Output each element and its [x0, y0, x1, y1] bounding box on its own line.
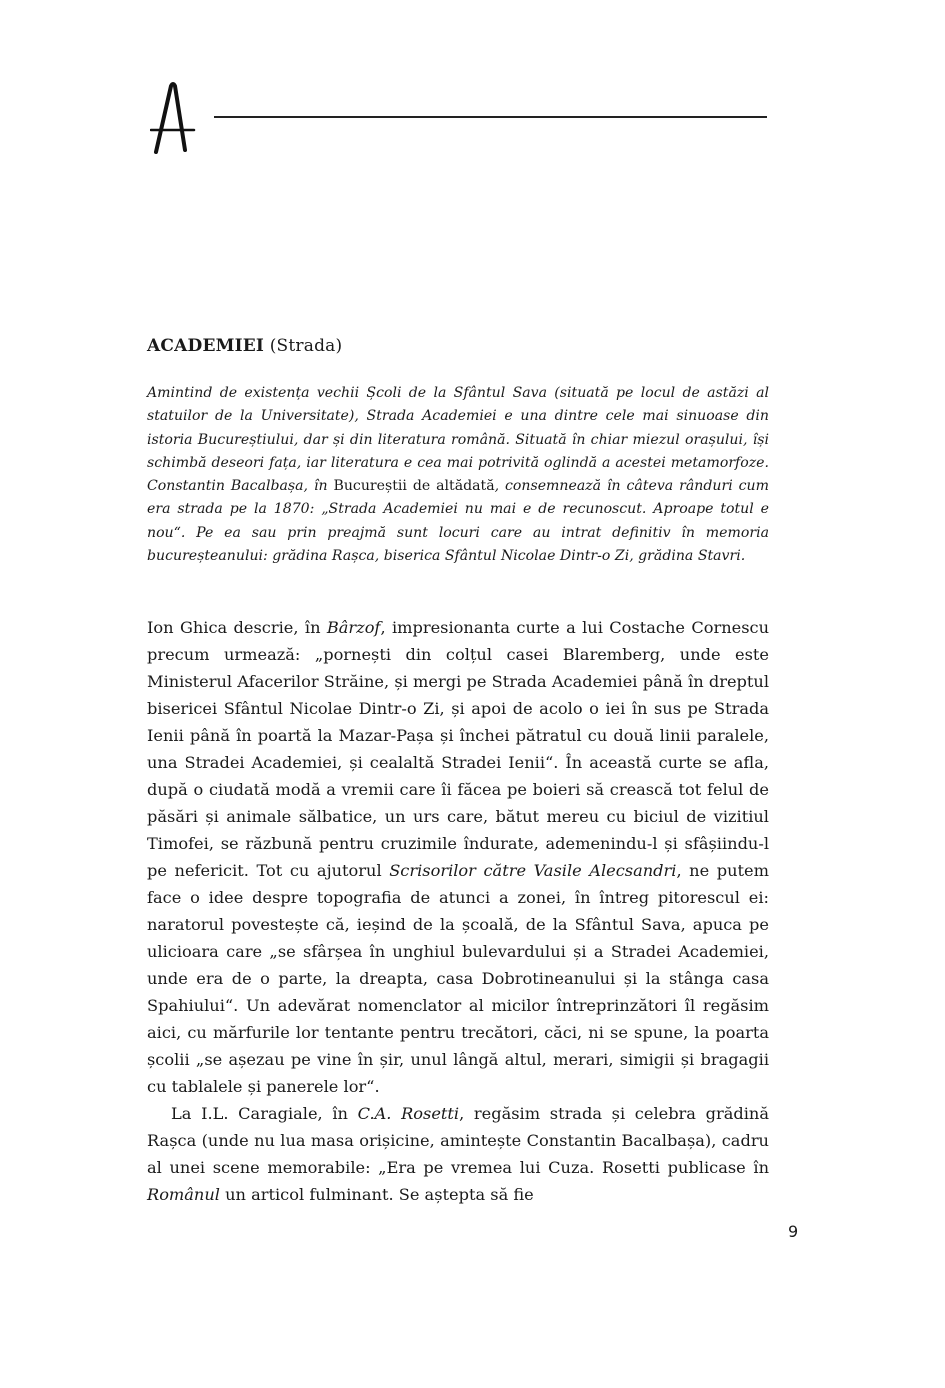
- page-number: 9: [788, 1222, 799, 1241]
- intro-book-title: Bucureștii de altădată: [333, 478, 495, 495]
- book-title: Bârzof: [326, 618, 381, 637]
- book-title: Scrisorilor către Vasile Alecsandri: [389, 861, 677, 880]
- section-letter-a-icon: [150, 82, 196, 154]
- intro-text: Amintind de existența vechii Școli de la Sfântul Sava (situată pe locul de astăzi al statuilor de la Universitate), Strada Academiei e una dintre cele mai sinuoase din istoria Bucureștiului, dar și din literatura română. Situată în chiar miezul orașului, își schimbă deseori fața, iar literatura e cea mai potrivită oglindă a acestei metamorfoze. Constantin Bacalbașa, în: [147, 385, 769, 495]
- intro-text: , consemnează în câteva rânduri cum era strada pe la 1870: „Strada Academiei nu mai e de recunoscut. Aproape totul e nou“. Pe ea sau prin preajmă sunt locuri care au intrat definitiv în memoria bucureșteanului: grădina Rașca, biserica Sfântul Nicolae Dintr-o Zi, grădina Stavri.: [147, 478, 769, 565]
- section-header-rule: [214, 116, 767, 118]
- body-text-span: un articol fulminant. Se aștepta să fie: [219, 1185, 534, 1204]
- entry-qualifier: (Strada): [269, 336, 343, 356]
- body-text-span: , regăsim strada și celebra grădină Rașca (unde nu lua masa orișicine, amintește Constantin Bacalbașa), cadru al unei scene memorabile: „Era pe vremea lui Cuza. Rosetti publicase în: [147, 1104, 769, 1177]
- book-title: C.A. Rosetti: [357, 1104, 460, 1123]
- body-paragraph: [147, 1100, 769, 1208]
- entry-intro: [147, 382, 769, 568]
- body-text-span: , ne putem face o idee despre topografia de atunci a zonei, în întreg pitorescul ei: naratorul povestește că, ieșind de la școală, de la Sfântul Sava, apuca pe ulicioara care „se sfârșea în unghiul bulevardului și a Stradei Academiei, unde era de o parte, la dreapta, casa Dobrotineanului și la stânga casa Spahiului“. Un adevărat nomenclator al micilor întreprinzători îl regăsim aici, cu mărfurile lor tentante pentru trecători, căci, ni se spune, la poarta școlii „se așezau pe vine în șir, unul lângă altul, merari, simigii și bragagii cu tablalele și panerele lor“.: [147, 861, 769, 1096]
- entry-body: [147, 614, 769, 1208]
- entry-title: [147, 336, 769, 356]
- newspaper-title: Românul: [147, 1185, 220, 1204]
- body-text-span: Ion Ghica descrie, în: [147, 618, 327, 637]
- body-text-span: , impresionanta curte a lui Costache Cornescu precum urmează: „pornești din colțul casei Blaremberg, unde este Ministerul Afacerilor Străine, și mergi pe Strada Academiei până în dreptul bisericei Sfântul Nicolae Dintr-o Zi, și apoi de acolo o iei în sus pe Strada Ienii până în poartă la Mazar-Pașa și închei pătratul cu două linii paralele, una Stradei Academiei, și cealaltă Stradei Ienii“. În această curte se afla, după o ciudată modă a vremii care îi făcea pe boieri să crească tot felul de păsări și animale sălbatice, un urs care, bătut mereu cu biciul de vizitiul Timofei, se răzbună pentru cruzimile îndurate, ademenindu-l și sfâșiindu-l pe nefericit. Tot cu ajutorul: [147, 618, 769, 880]
- body-text-span: La I.L. Caragiale, în: [171, 1104, 358, 1123]
- entry-name: ACADEMIEI: [147, 336, 265, 356]
- body-paragraph: [147, 614, 769, 1100]
